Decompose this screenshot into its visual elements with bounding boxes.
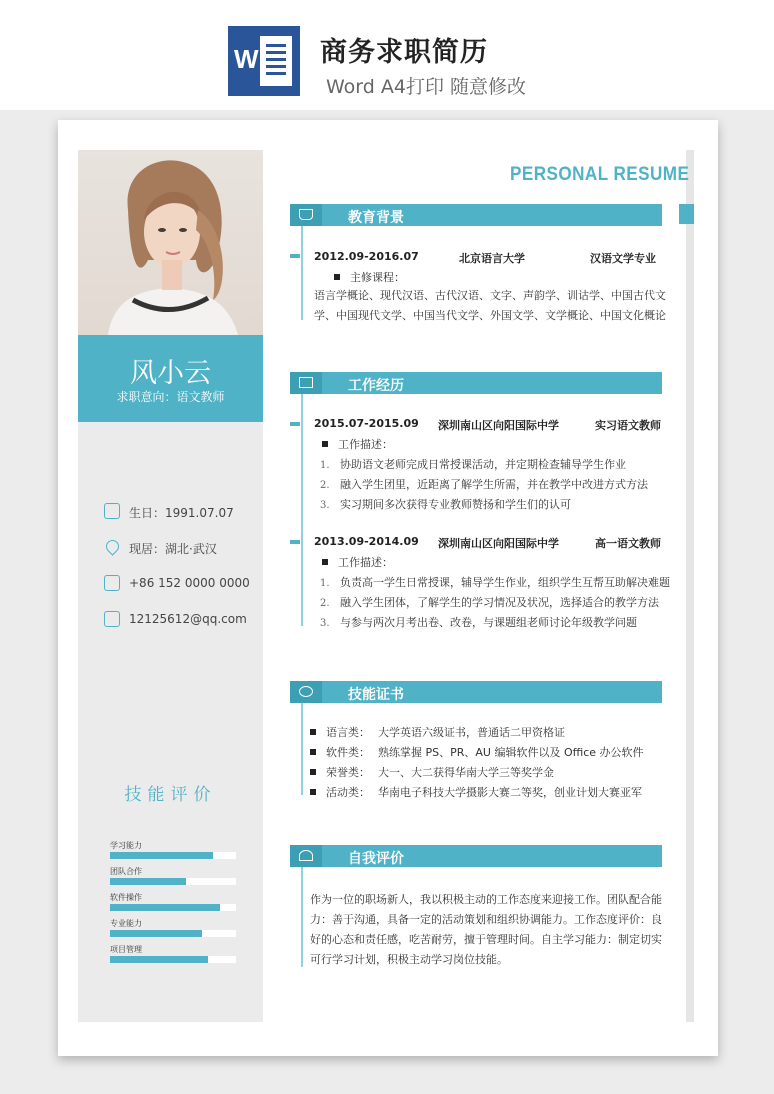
skill-bar-track <box>110 878 236 885</box>
job-2-item-1: 1. 负责高一学生日常授课，辅导学生作业，组织学生互帮互助解决难题 <box>320 576 670 589</box>
candidate-name: 风小云 <box>130 358 211 389</box>
job-2-desc-label: 工作描述： <box>338 556 393 569</box>
skill-bar-fill <box>110 930 202 937</box>
skill-bar-track <box>110 930 236 937</box>
word-icon <box>228 26 300 96</box>
skill-bar-track <box>110 852 236 859</box>
job-1-item-1: 1. 协助语文老师完成日常授课活动，并定期检查辅导学生作业 <box>320 458 626 471</box>
resume-heading: PERSONAL RESUME <box>510 164 690 185</box>
skill-bar-label: 专业能力 <box>110 919 142 928</box>
work-timeline <box>301 394 303 626</box>
cert-row-3: 荣誉类： 大一、大二获得华南大学三等奖学金 <box>310 764 554 780</box>
right-strip <box>686 150 694 1022</box>
skill-bar-label: 项目管理 <box>110 945 142 954</box>
person-icon <box>299 850 313 861</box>
job-2-desc-label-row <box>322 554 393 570</box>
skills-eval-title: 技能评价 <box>124 785 217 805</box>
job-2-item-3: 3. 与参与两次月考出卷、改卷，与课题组老师讨论年级教学问题 <box>320 616 637 629</box>
education-title: 教育背景 <box>348 210 404 226</box>
sidebar <box>78 150 263 1022</box>
courses-line-2: 学、中国现代文学、中国当代文学、外国文学、文学概论、中国文化概论 <box>314 309 666 322</box>
cert-row-2: 软件类： 熟练掌握 PS、PR、AU 编辑软件以及 Office 办公软件 <box>310 744 644 760</box>
job-1-desc-label-row <box>322 436 393 452</box>
self-eval-line-3: 好的心态和责任感，吃苦耐劳，擅于管理时间。自主学习能力：制定切实 <box>310 933 662 946</box>
skill-bar-track <box>110 904 236 911</box>
email-text: 12125612@qq.com <box>129 612 247 626</box>
job-2-period: 2013.09-2014.09 <box>314 535 419 548</box>
education-timeline <box>301 226 303 320</box>
job-1-dot <box>290 422 300 426</box>
medal-icon <box>299 686 313 697</box>
job-1-role: 实习语文教师 <box>595 419 661 432</box>
email-icon <box>104 611 120 627</box>
job-1-org: 深圳南山区向阳国际中学 <box>438 419 559 432</box>
self-eval-line-4: 可行学习计划，积极主动学习岗位技能。 <box>310 953 508 966</box>
job-2-org: 深圳南山区向阳国际中学 <box>438 537 559 550</box>
name-band <box>78 335 263 422</box>
education-major: 汉语文学专业 <box>590 252 656 265</box>
self-eval-line-1: 作为一位的职场新人，我以积极主动的工作态度来迎接工作。团队配合能 <box>310 893 662 906</box>
profile-photo <box>78 150 263 335</box>
skill-bar-label: 学习能力 <box>110 841 142 850</box>
word-icon-letter: W <box>234 44 259 74</box>
job-2-role: 高一语文教师 <box>595 537 661 550</box>
courses-text <box>314 286 666 326</box>
skill-bar-label: 软件操作 <box>110 893 142 902</box>
certs-timeline <box>301 703 303 795</box>
skill-bar-label: 团队合作 <box>110 867 142 876</box>
job-2-dot <box>290 540 300 544</box>
education-period: 2012.09-2016.07 <box>314 250 419 263</box>
phone-text: +86 152 0000 0000 <box>129 576 250 590</box>
education-school: 北京语言大学 <box>459 252 525 265</box>
education-dot <box>290 254 300 258</box>
job-1-item-2: 2. 融入学生团里，近距离了解学生所需，并在教学中改进方式方法 <box>320 478 648 491</box>
work-header <box>290 372 662 394</box>
chart-icon <box>299 377 313 388</box>
self-eval-text <box>310 890 662 970</box>
job-1-desc-label: 工作描述： <box>338 438 393 451</box>
cert-row-4: 活动类： 华南电子科技大学摄影大赛二等奖，创业计划大赛亚军 <box>310 784 642 800</box>
cert-row-1: 语言类： 大学英语六级证书，普通话二甲资格证 <box>310 724 565 740</box>
skill-bar-fill <box>110 852 213 859</box>
certs-title: 技能证书 <box>348 687 404 703</box>
job-1-period: 2015.07-2015.09 <box>314 417 419 430</box>
self-eval-title: 自我评价 <box>348 851 404 867</box>
skill-bar-fill <box>110 956 208 963</box>
calendar-icon <box>104 503 120 519</box>
self-eval-header <box>290 845 662 867</box>
job-1-item-3: 3. 实习期间多次获得专业教师赞扬和学生们的认可 <box>320 498 571 511</box>
job-intent: 求职意向：语文教师 <box>116 390 225 404</box>
job-2-item-2: 2. 融入学生团体，了解学生的学习情况及状况，选择适合的教学方法 <box>320 596 659 609</box>
certs-header <box>290 681 662 703</box>
courses-label: 主修课程： <box>350 271 405 284</box>
self-eval-timeline <box>301 867 303 967</box>
education-header <box>290 204 662 226</box>
graduation-cap-icon <box>299 209 313 220</box>
birthday-text: 生日：1991.07.07 <box>129 506 234 520</box>
skill-bar-fill <box>110 904 220 911</box>
page-header <box>0 0 774 110</box>
courses-line-1: 语言学概论、现代汉语、古代汉语、文字、声韵学、训诂学、中国古代文 <box>314 289 666 302</box>
right-marker <box>679 204 694 224</box>
phone-icon <box>104 575 120 591</box>
skill-bar-track <box>110 956 236 963</box>
resume-paper <box>58 120 718 1056</box>
page-title: 商务求职简历 <box>320 37 488 68</box>
location-icon <box>103 537 121 555</box>
self-eval-line-2: 力：善于沟通，具备一定的活动策划和组织协调能力。工作态度评价：良 <box>310 913 662 926</box>
courses-label-row <box>334 269 405 285</box>
location-text: 现居：湖北·武汉 <box>129 542 217 556</box>
skill-bar-fill <box>110 878 186 885</box>
page-subtitle: Word A4打印 随意修改 <box>326 76 527 98</box>
work-title: 工作经历 <box>348 378 404 394</box>
